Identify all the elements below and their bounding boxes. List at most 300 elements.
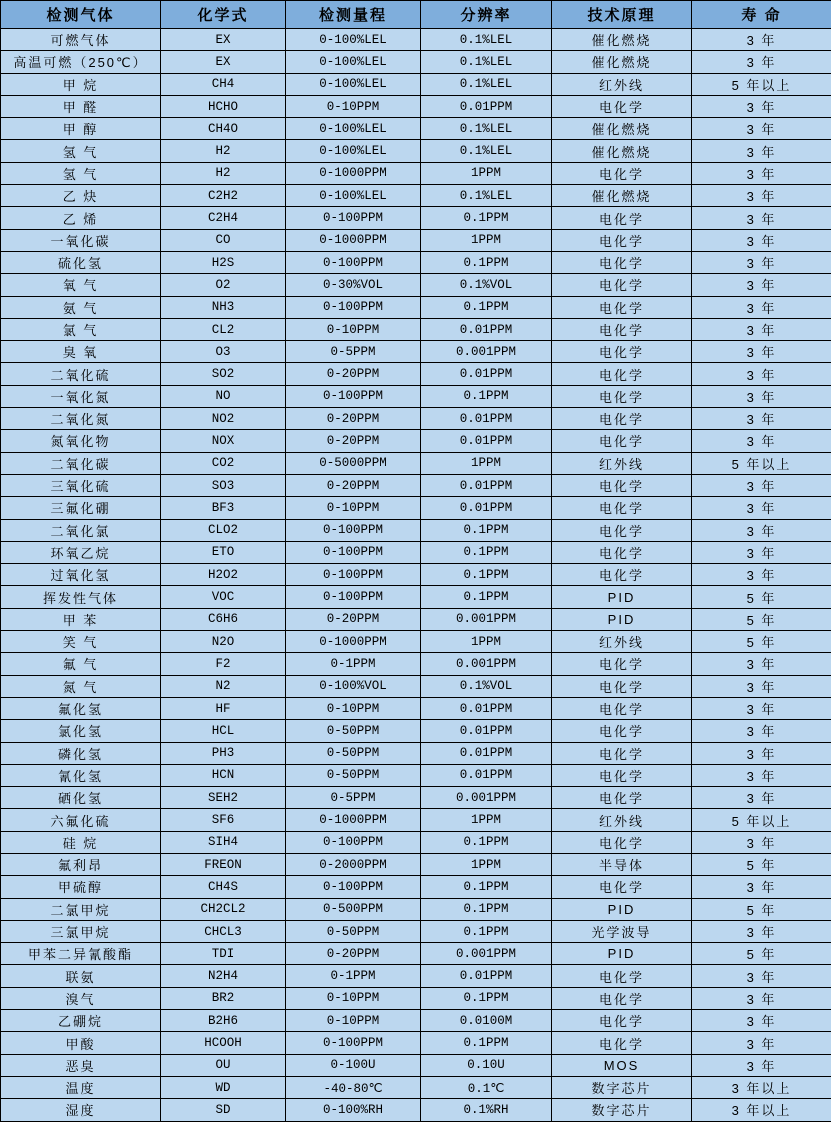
column-header-lifetime: 寿 命	[692, 1, 831, 29]
cell-gas-name: 氟利昂	[1, 853, 161, 875]
table-row	[1, 51, 831, 73]
cell-detection-range: 0-20PPM	[286, 363, 421, 385]
cell-gas-name: 甲 醛	[1, 95, 161, 117]
table-row	[1, 541, 831, 563]
cell-resolution: 0.01PPM	[421, 965, 552, 987]
cell-gas-name: 三氟化硼	[1, 497, 161, 519]
cell-resolution: 0.0100M	[421, 1010, 552, 1032]
table-row	[1, 341, 831, 363]
cell-lifetime: 3 年	[692, 541, 831, 563]
cell-chemical-formula: SEH2	[161, 787, 286, 809]
cell-resolution: 0.1PPM	[421, 920, 552, 942]
cell-resolution: 0.1PPM	[421, 831, 552, 853]
cell-detection-range: 0-10PPM	[286, 318, 421, 340]
cell-technical-principle: 电化学	[552, 385, 692, 407]
cell-lifetime: 3 年	[692, 1010, 831, 1032]
cell-chemical-formula: HCN	[161, 764, 286, 786]
table-row	[1, 318, 831, 340]
cell-lifetime: 3 年	[692, 296, 831, 318]
table-row	[1, 274, 831, 296]
cell-lifetime: 3 年	[692, 742, 831, 764]
table-row	[1, 898, 831, 920]
cell-resolution: 1PPM	[421, 809, 552, 831]
cell-lifetime: 3 年	[692, 720, 831, 742]
cell-chemical-formula: H2S	[161, 251, 286, 273]
cell-resolution: 0.1PPM	[421, 385, 552, 407]
cell-technical-principle: 电化学	[552, 229, 692, 251]
cell-resolution: 0.1%VOL	[421, 675, 552, 697]
cell-lifetime: 5 年	[692, 898, 831, 920]
cell-resolution: 0.1PPM	[421, 564, 552, 586]
cell-chemical-formula: CH2CL2	[161, 898, 286, 920]
cell-detection-range: 0-50PPM	[286, 742, 421, 764]
cell-technical-principle: 电化学	[552, 1032, 692, 1054]
cell-technical-principle: 电化学	[552, 162, 692, 184]
cell-gas-name: 氮氧化物	[1, 430, 161, 452]
cell-chemical-formula: H2	[161, 162, 286, 184]
cell-detection-range: 0-100PPM	[286, 385, 421, 407]
cell-technical-principle: 催化燃烧	[552, 51, 692, 73]
cell-technical-principle: 催化燃烧	[552, 29, 692, 51]
table-row	[1, 408, 831, 430]
cell-gas-name: 氯化氢	[1, 720, 161, 742]
cell-chemical-formula: H2O2	[161, 564, 286, 586]
table-row	[1, 29, 831, 51]
table-header-row	[1, 1, 831, 29]
cell-gas-name: 过氧化氢	[1, 564, 161, 586]
table-row	[1, 1076, 831, 1098]
cell-gas-name: 甲 苯	[1, 608, 161, 630]
cell-resolution: 0.001PPM	[421, 943, 552, 965]
cell-chemical-formula: N2O	[161, 631, 286, 653]
cell-lifetime: 3 年	[692, 341, 831, 363]
cell-lifetime: 3 年	[692, 185, 831, 207]
cell-chemical-formula: OU	[161, 1054, 286, 1076]
cell-resolution: 0.10U	[421, 1054, 552, 1076]
cell-lifetime: 3 年	[692, 207, 831, 229]
cell-resolution: 0.001PPM	[421, 653, 552, 675]
cell-technical-principle: 电化学	[552, 675, 692, 697]
cell-lifetime: 3 年	[692, 229, 831, 251]
table-row	[1, 853, 831, 875]
column-header-formula: 化学式	[161, 1, 286, 29]
cell-chemical-formula: N2H4	[161, 965, 286, 987]
table-row	[1, 1054, 831, 1076]
cell-detection-range: 0-5PPM	[286, 787, 421, 809]
cell-detection-range: 0-500PPM	[286, 898, 421, 920]
cell-technical-principle: 电化学	[552, 207, 692, 229]
cell-gas-name: 甲硫醇	[1, 876, 161, 898]
cell-gas-name: 氯 气	[1, 318, 161, 340]
cell-technical-principle: PID	[552, 608, 692, 630]
cell-technical-principle: 电化学	[552, 1010, 692, 1032]
table-row	[1, 653, 831, 675]
cell-lifetime: 3 年	[692, 675, 831, 697]
table-row	[1, 95, 831, 117]
cell-detection-range: 0-100U	[286, 1054, 421, 1076]
cell-resolution: 0.01PPM	[421, 318, 552, 340]
cell-gas-name: 臭 氧	[1, 341, 161, 363]
cell-technical-principle: 电化学	[552, 876, 692, 898]
cell-technical-principle: 电化学	[552, 251, 692, 273]
cell-lifetime: 3 年	[692, 697, 831, 719]
table-row	[1, 742, 831, 764]
cell-chemical-formula: HCHO	[161, 95, 286, 117]
cell-lifetime: 3 年	[692, 920, 831, 942]
cell-resolution: 0.1%LEL	[421, 73, 552, 95]
cell-gas-name: 乙 烯	[1, 207, 161, 229]
cell-gas-name: 高温可燃（250℃）	[1, 51, 161, 73]
cell-resolution: 0.1%LEL	[421, 29, 552, 51]
cell-detection-range: 0-100PPM	[286, 519, 421, 541]
cell-resolution: 0.1PPM	[421, 251, 552, 273]
cell-resolution: 0.1PPM	[421, 541, 552, 563]
cell-chemical-formula: FREON	[161, 853, 286, 875]
cell-gas-name: 三氯甲烷	[1, 920, 161, 942]
cell-gas-name: 笑 气	[1, 631, 161, 653]
column-header-gas: 检测气体	[1, 1, 161, 29]
cell-technical-principle: 电化学	[552, 408, 692, 430]
cell-lifetime: 3 年	[692, 474, 831, 496]
column-header-range: 检测量程	[286, 1, 421, 29]
cell-chemical-formula: C2H4	[161, 207, 286, 229]
cell-lifetime: 5 年	[692, 631, 831, 653]
table-row	[1, 162, 831, 184]
cell-chemical-formula: CL2	[161, 318, 286, 340]
cell-chemical-formula: CO2	[161, 452, 286, 474]
cell-lifetime: 3 年	[692, 564, 831, 586]
cell-detection-range: 0-5000PPM	[286, 452, 421, 474]
cell-lifetime: 3 年	[692, 318, 831, 340]
cell-detection-range: 0-1000PPM	[286, 162, 421, 184]
cell-lifetime: 3 年以上	[692, 1099, 831, 1121]
cell-chemical-formula: SF6	[161, 809, 286, 831]
cell-chemical-formula: HCOOH	[161, 1032, 286, 1054]
cell-gas-name: 三氧化硫	[1, 474, 161, 496]
table-row	[1, 385, 831, 407]
cell-gas-name: 氟 气	[1, 653, 161, 675]
table-row	[1, 608, 831, 630]
cell-resolution: 1PPM	[421, 631, 552, 653]
table-row	[1, 631, 831, 653]
cell-technical-principle: 数字芯片	[552, 1076, 692, 1098]
cell-resolution: 0.1PPM	[421, 519, 552, 541]
cell-lifetime: 3 年	[692, 118, 831, 140]
table-row	[1, 764, 831, 786]
table-row	[1, 943, 831, 965]
table-row	[1, 965, 831, 987]
cell-resolution: 0.1%LEL	[421, 140, 552, 162]
cell-chemical-formula: N2	[161, 675, 286, 697]
cell-gas-name: 氰化氢	[1, 764, 161, 786]
cell-chemical-formula: O3	[161, 341, 286, 363]
cell-chemical-formula: C2H2	[161, 185, 286, 207]
cell-detection-range: 0-20PPM	[286, 408, 421, 430]
table-header	[1, 1, 831, 29]
cell-detection-range: 0-100%LEL	[286, 73, 421, 95]
cell-chemical-formula: SO3	[161, 474, 286, 496]
cell-chemical-formula: EX	[161, 29, 286, 51]
cell-lifetime: 3 年	[692, 1054, 831, 1076]
cell-resolution: 0.1%RH	[421, 1099, 552, 1121]
cell-gas-name: 氮 气	[1, 675, 161, 697]
table-row	[1, 697, 831, 719]
cell-technical-principle: 红外线	[552, 631, 692, 653]
cell-detection-range: -40-80℃	[286, 1076, 421, 1098]
cell-detection-range: 0-50PPM	[286, 720, 421, 742]
cell-detection-range: 0-10PPM	[286, 1010, 421, 1032]
cell-technical-principle: 电化学	[552, 95, 692, 117]
cell-technical-principle: 催化燃烧	[552, 118, 692, 140]
table-row	[1, 73, 831, 95]
cell-detection-range: 0-10PPM	[286, 497, 421, 519]
cell-chemical-formula: CH4O	[161, 118, 286, 140]
cell-technical-principle: 电化学	[552, 474, 692, 496]
cell-detection-range: 0-2000PPM	[286, 853, 421, 875]
table-row	[1, 140, 831, 162]
cell-chemical-formula: CLO2	[161, 519, 286, 541]
cell-detection-range: 0-100PPM	[286, 586, 421, 608]
cell-technical-principle: PID	[552, 586, 692, 608]
cell-resolution: 0.001PPM	[421, 787, 552, 809]
table-row	[1, 519, 831, 541]
cell-lifetime: 5 年以上	[692, 809, 831, 831]
cell-gas-name: 二氧化硫	[1, 363, 161, 385]
table-row	[1, 1010, 831, 1032]
cell-detection-range: 0-1PPM	[286, 965, 421, 987]
cell-detection-range: 0-100%LEL	[286, 51, 421, 73]
cell-technical-principle: 电化学	[552, 764, 692, 786]
cell-lifetime: 3 年	[692, 162, 831, 184]
cell-detection-range: 0-100PPM	[286, 541, 421, 563]
cell-technical-principle: 电化学	[552, 341, 692, 363]
cell-gas-name: 硫化氢	[1, 251, 161, 273]
cell-lifetime: 3 年	[692, 251, 831, 273]
cell-detection-range: 0-10PPM	[286, 95, 421, 117]
cell-detection-range: 0-100%LEL	[286, 185, 421, 207]
cell-lifetime: 3 年	[692, 274, 831, 296]
cell-detection-range: 0-100PPM	[286, 251, 421, 273]
cell-gas-name: 六氟化硫	[1, 809, 161, 831]
cell-lifetime: 3 年	[692, 430, 831, 452]
table-row	[1, 430, 831, 452]
cell-lifetime: 3 年	[692, 497, 831, 519]
cell-technical-principle: 光学波导	[552, 920, 692, 942]
cell-resolution: 0.01PPM	[421, 764, 552, 786]
cell-detection-range: 0-1000PPM	[286, 809, 421, 831]
cell-technical-principle: 电化学	[552, 363, 692, 385]
cell-technical-principle: 电化学	[552, 742, 692, 764]
cell-chemical-formula: O2	[161, 274, 286, 296]
table-row	[1, 185, 831, 207]
cell-gas-name: 甲 烷	[1, 73, 161, 95]
cell-lifetime: 3 年	[692, 363, 831, 385]
cell-technical-principle: 电化学	[552, 965, 692, 987]
cell-lifetime: 3 年	[692, 140, 831, 162]
cell-technical-principle: 电化学	[552, 987, 692, 1009]
cell-gas-name: 环氧乙烷	[1, 541, 161, 563]
table-row	[1, 1099, 831, 1121]
cell-chemical-formula: H2	[161, 140, 286, 162]
cell-detection-range: 0-100%LEL	[286, 140, 421, 162]
cell-technical-principle: 电化学	[552, 296, 692, 318]
cell-gas-name: 联氨	[1, 965, 161, 987]
cell-resolution: 0.1PPM	[421, 296, 552, 318]
cell-technical-principle: 电化学	[552, 541, 692, 563]
cell-detection-range: 0-100%LEL	[286, 118, 421, 140]
table-row	[1, 675, 831, 697]
table-row	[1, 452, 831, 474]
cell-chemical-formula: F2	[161, 653, 286, 675]
table-row	[1, 586, 831, 608]
cell-gas-name: 二氧化氮	[1, 408, 161, 430]
column-header-resolution: 分辨率	[421, 1, 552, 29]
cell-gas-name: 二氧化氯	[1, 519, 161, 541]
cell-technical-principle: 电化学	[552, 519, 692, 541]
cell-chemical-formula: ETO	[161, 541, 286, 563]
cell-chemical-formula: SIH4	[161, 831, 286, 853]
cell-chemical-formula: CH4S	[161, 876, 286, 898]
cell-lifetime: 3 年	[692, 95, 831, 117]
cell-gas-name: 一氧化氮	[1, 385, 161, 407]
cell-lifetime: 3 年	[692, 385, 831, 407]
cell-chemical-formula: B2H6	[161, 1010, 286, 1032]
cell-resolution: 0.1PPM	[421, 1032, 552, 1054]
cell-gas-name: 可燃气体	[1, 29, 161, 51]
cell-detection-range: 0-20PPM	[286, 474, 421, 496]
table-row	[1, 564, 831, 586]
cell-resolution: 0.01PPM	[421, 363, 552, 385]
cell-detection-range: 0-1000PPM	[286, 229, 421, 251]
table-row	[1, 251, 831, 273]
cell-lifetime: 3 年	[692, 831, 831, 853]
cell-detection-range: 0-50PPM	[286, 764, 421, 786]
cell-gas-name: 甲 醇	[1, 118, 161, 140]
cell-gas-name: 温度	[1, 1076, 161, 1098]
cell-gas-name: 乙硼烷	[1, 1010, 161, 1032]
cell-detection-range: 0-100PPM	[286, 207, 421, 229]
cell-gas-name: 恶臭	[1, 1054, 161, 1076]
cell-detection-range: 0-20PPM	[286, 430, 421, 452]
table-row	[1, 831, 831, 853]
cell-resolution: 0.01PPM	[421, 497, 552, 519]
cell-lifetime: 5 年以上	[692, 73, 831, 95]
cell-resolution: 1PPM	[421, 229, 552, 251]
cell-detection-range: 0-100%RH	[286, 1099, 421, 1121]
table-row	[1, 787, 831, 809]
cell-lifetime: 3 年	[692, 653, 831, 675]
cell-gas-name: 湿度	[1, 1099, 161, 1121]
cell-detection-range: 0-20PPM	[286, 608, 421, 630]
cell-gas-name: 二氯甲烷	[1, 898, 161, 920]
cell-technical-principle: MOS	[552, 1054, 692, 1076]
cell-chemical-formula: HCL	[161, 720, 286, 742]
table-row	[1, 229, 831, 251]
cell-gas-name: 二氧化碳	[1, 452, 161, 474]
cell-lifetime: 3 年	[692, 519, 831, 541]
cell-resolution: 0.01PPM	[421, 408, 552, 430]
cell-lifetime: 3 年	[692, 408, 831, 430]
cell-technical-principle: 催化燃烧	[552, 140, 692, 162]
table-row	[1, 720, 831, 742]
cell-detection-range: 0-10PPM	[286, 987, 421, 1009]
cell-detection-range: 0-100PPM	[286, 1032, 421, 1054]
table-row	[1, 474, 831, 496]
cell-technical-principle: 电化学	[552, 831, 692, 853]
cell-gas-name: 一氧化碳	[1, 229, 161, 251]
table-body	[1, 29, 831, 1122]
cell-lifetime: 3 年	[692, 29, 831, 51]
table-row	[1, 809, 831, 831]
cell-detection-range: 0-100PPM	[286, 296, 421, 318]
table-row	[1, 987, 831, 1009]
cell-technical-principle: 电化学	[552, 697, 692, 719]
cell-detection-range: 0-10PPM	[286, 697, 421, 719]
cell-lifetime: 3 年	[692, 876, 831, 898]
cell-chemical-formula: SD	[161, 1099, 286, 1121]
cell-gas-name: 氨 气	[1, 296, 161, 318]
cell-lifetime: 3 年	[692, 987, 831, 1009]
table-row	[1, 207, 831, 229]
cell-gas-name: 氢 气	[1, 140, 161, 162]
table-row	[1, 876, 831, 898]
cell-resolution: 0.01PPM	[421, 95, 552, 117]
cell-resolution: 0.1PPM	[421, 898, 552, 920]
cell-resolution: 0.1PPM	[421, 586, 552, 608]
cell-detection-range: 0-50PPM	[286, 920, 421, 942]
cell-resolution: 1PPM	[421, 162, 552, 184]
cell-chemical-formula: PH3	[161, 742, 286, 764]
cell-gas-name: 乙 炔	[1, 185, 161, 207]
cell-detection-range: 0-100%LEL	[286, 29, 421, 51]
table-row	[1, 1032, 831, 1054]
cell-technical-principle: PID	[552, 898, 692, 920]
cell-resolution: 0.1%VOL	[421, 274, 552, 296]
cell-lifetime: 5 年	[692, 853, 831, 875]
cell-resolution: 0.001PPM	[421, 608, 552, 630]
cell-chemical-formula: TDI	[161, 943, 286, 965]
cell-gas-name: 硒化氢	[1, 787, 161, 809]
cell-detection-range: 0-100%VOL	[286, 675, 421, 697]
cell-lifetime: 3 年	[692, 51, 831, 73]
cell-chemical-formula: BF3	[161, 497, 286, 519]
table-row	[1, 363, 831, 385]
cell-technical-principle: 电化学	[552, 653, 692, 675]
cell-resolution: 0.1%LEL	[421, 51, 552, 73]
cell-technical-principle: 电化学	[552, 564, 692, 586]
cell-resolution: 1PPM	[421, 853, 552, 875]
column-header-principle: 技术原理	[552, 1, 692, 29]
cell-resolution: 1PPM	[421, 452, 552, 474]
cell-lifetime: 5 年	[692, 586, 831, 608]
cell-resolution: 0.001PPM	[421, 341, 552, 363]
cell-chemical-formula: NOX	[161, 430, 286, 452]
cell-resolution: 0.1PPM	[421, 987, 552, 1009]
cell-technical-principle: 电化学	[552, 430, 692, 452]
cell-technical-principle: 红外线	[552, 452, 692, 474]
cell-resolution: 0.01PPM	[421, 742, 552, 764]
cell-chemical-formula: CH4	[161, 73, 286, 95]
cell-detection-range: 0-30%VOL	[286, 274, 421, 296]
cell-gas-name: 磷化氢	[1, 742, 161, 764]
cell-detection-range: 0-100PPM	[286, 831, 421, 853]
cell-gas-name: 甲苯二异氰酸酯	[1, 943, 161, 965]
cell-chemical-formula: NO	[161, 385, 286, 407]
cell-detection-range: 0-100PPM	[286, 564, 421, 586]
cell-resolution: 0.1℃	[421, 1076, 552, 1098]
cell-gas-name: 硅 烷	[1, 831, 161, 853]
cell-chemical-formula: SO2	[161, 363, 286, 385]
